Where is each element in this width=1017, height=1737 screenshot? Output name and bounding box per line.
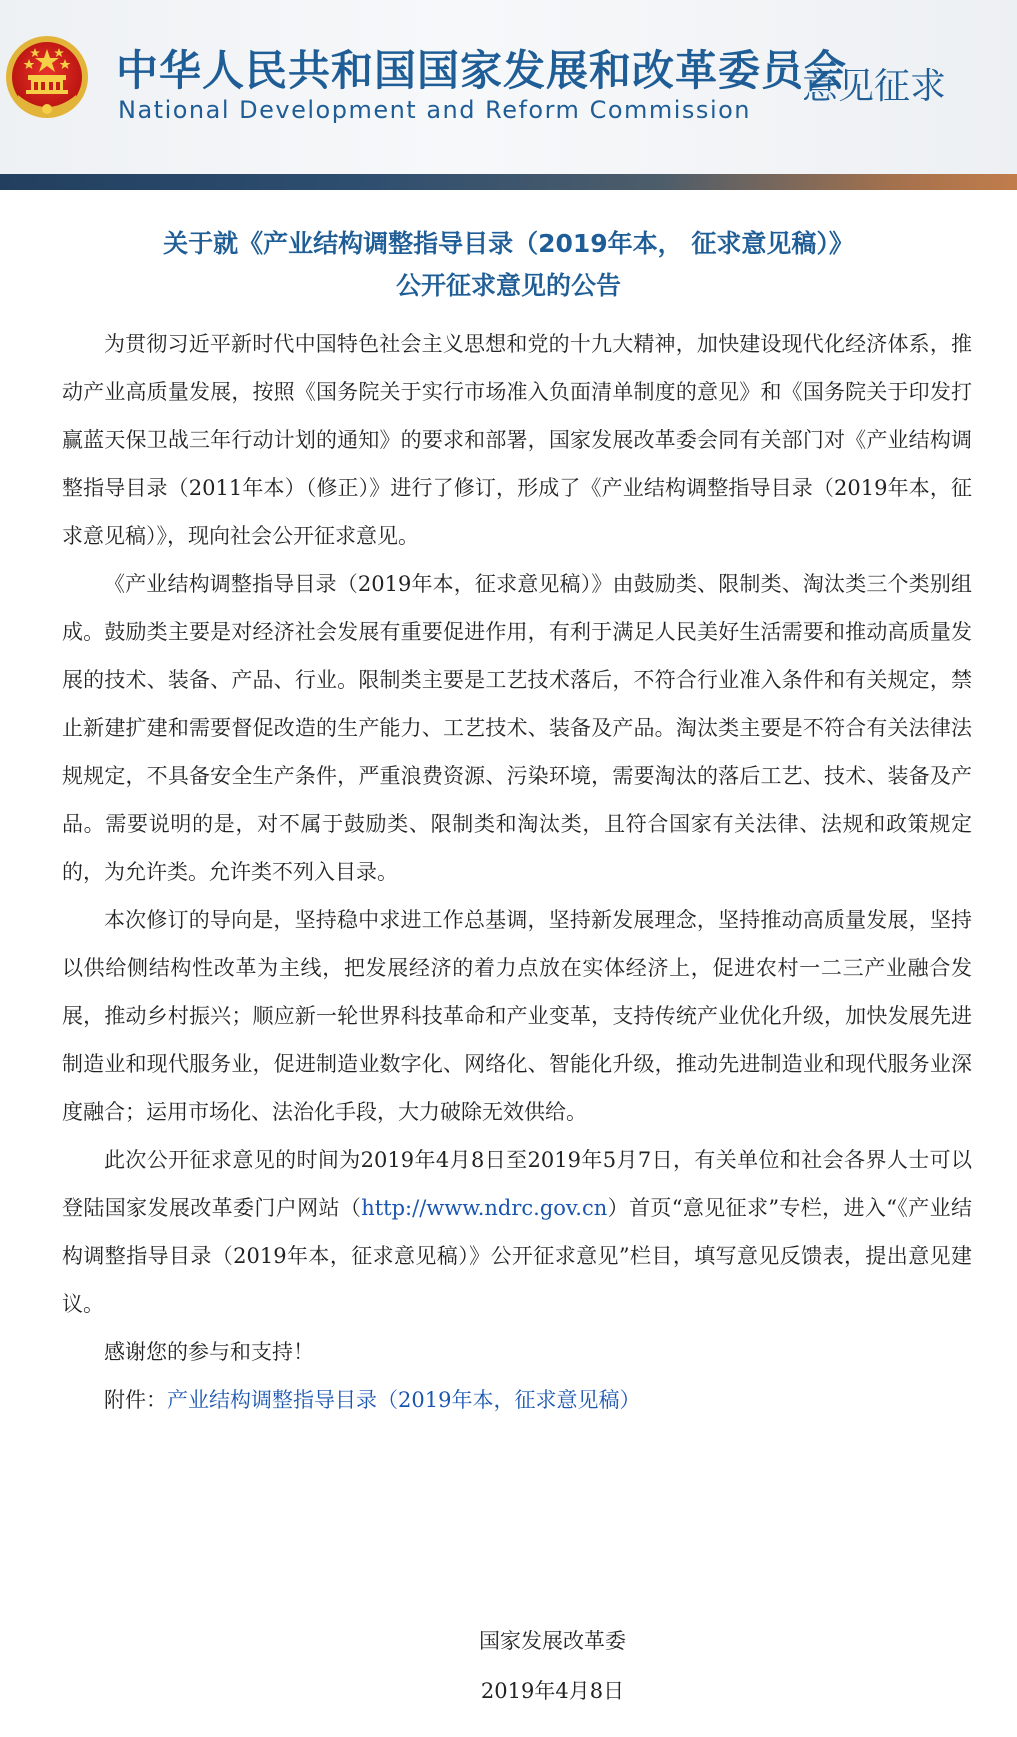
paragraph-2: 《产业结构调整指导目录（2019年本，征求意见稿）》由鼓励类、限制类、淘汰类三个类别组成。鼓励类主要是对经济社会发展有重要促进作用，有利于满足人民美好生活需要和推动高质量发展的技术、装备、产品、行业。限制类主要是工艺技术落后，不符合行业准入条件和有关规定，禁止新建扩建和需要督促改造的生产能力、工艺技术、装备及产品。淘汰类主要是不符合有关法律法规规定，不具备安全生产条件，严重浪费资源、污染环境，需要淘汰的落后工艺、技术、装备及产品。需要说明的是，对不属于鼓励类、限制类和淘汰类，且符合国家有关法律、法规和政策规定的，为允许类。允许类不列入目录。	[62, 572, 972, 884]
signature-block	[0, 1616, 1017, 1716]
document-title-line-1: 关于就《产业结构调整指导目录（2019年本， 征求意见稿）》	[163, 229, 854, 258]
website-link[interactable]: http://www.ndrc.gov.cn	[361, 1196, 608, 1220]
paragraph-thanks: 感谢您的参与和支持！	[104, 1340, 314, 1364]
document-title	[0, 223, 1017, 307]
signer: 国家发展改革委	[479, 1629, 626, 1653]
attachment-label: 附件：	[104, 1388, 167, 1412]
national-emblem-icon	[2, 33, 92, 125]
paragraph-4-text-before: 此次公开征求意见的时间为2019年4月8日至2019年5月7日，有关单位和社会各界人士可以登陆国家发展改革委门户网站（	[62, 1148, 972, 1220]
paragraph-4	[62, 1136, 972, 1328]
attachment-link[interactable]: 产业结构调整指导目录（2019年本，征求意见稿）	[167, 1388, 641, 1412]
site-header	[0, 0, 1017, 190]
document-title-line-2: 公开征求意见的公告	[395, 271, 621, 300]
section-label[interactable]: 意见征求	[802, 66, 947, 107]
paragraph-4-text-after: ）首页“意见征求”专栏，进入“《产业结构调整指导目录（2019年本，征求意见稿）》公开征求意见”栏目，填写意见反馈表，提出意见建议。	[62, 1196, 973, 1316]
header-divider-bar	[0, 174, 1017, 190]
publish-date: 2019年4月8日	[480, 1679, 625, 1703]
org-name-cn: 中华人民共和国国家发展和改革委员会	[116, 46, 848, 95]
attachment-line	[62, 1376, 972, 1424]
paragraph-3: 本次修订的导向是，坚持稳中求进工作总基调，坚持新发展理念，坚持推动高质量发展，坚持以供给侧结构性改革为主线，把发展经济的着力点放在实体经济上，促进农村一二三产业融合发展，推动乡村振兴；顺应新一轮世界科技革命和产业变革，支持传统产业优化升级，加快发展先进制造业和现代服务业，促进制造业数字化、网络化、智能化升级，推动先进制造业和现代服务业深度融合；运用市场化、法治化手段，大力破除无效供给。	[62, 908, 972, 1124]
org-name-en: National Development and Reform Commission	[118, 96, 751, 124]
document-body	[62, 320, 972, 1424]
paragraph-1: 为贯彻习近平新时代中国特色社会主义思想和党的十九大精神，加快建设现代化经济体系，推动产业高质量发展，按照《国务院关于实行市场准入负面清单制度的意见》和《国务院关于印发打赢蓝天保卫战三年行动计划的通知》的要求和部署，国家发展改革委会同有关部门对《产业结构调整指导目录（2011年本）（修正）》进行了修订，形成了《产业结构调整指导目录（2019年本，征求意见稿）》，现向社会公开征求意见。	[62, 332, 972, 548]
